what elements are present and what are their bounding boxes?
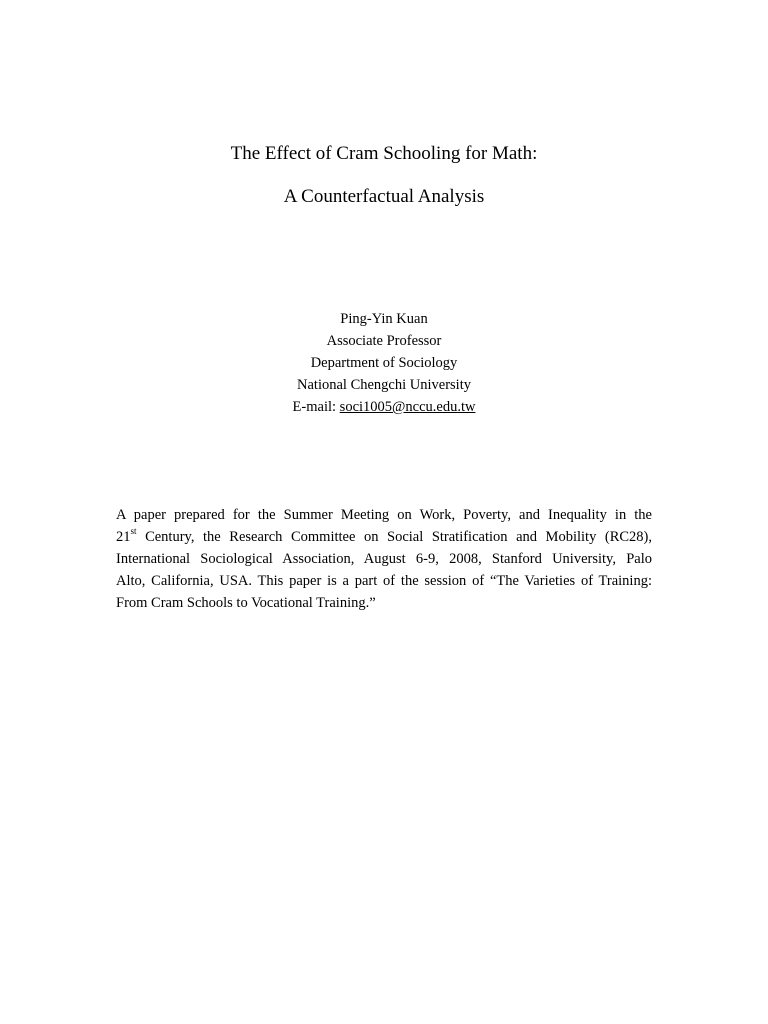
- note-line: [116, 526, 652, 548]
- century-number: 21: [116, 529, 131, 545]
- author-university: National Chengchi University: [297, 377, 471, 393]
- note-line: International Sociological Association, August 6-9, 2008, Stanford University, Palo: [116, 551, 652, 567]
- email-label: E-mail:: [292, 399, 340, 415]
- email-link[interactable]: soci1005@nccu.edu.tw: [339, 399, 476, 415]
- note-line-rest: Century, the Research Committee on Social Stratification and Mobility (RC28),: [136, 529, 652, 545]
- note-line: From Cram Schools to Vocational Training.”: [116, 595, 376, 611]
- author-info: [0, 308, 768, 418]
- paper-note: [116, 504, 652, 614]
- paper-subtitle: A Counterfactual Analysis: [283, 186, 485, 207]
- author-department: Department of Sociology: [310, 355, 458, 371]
- author-email-line: [0, 396, 768, 418]
- note-line: A paper prepared for the Summer Meeting on Work, Poverty, and Inequality in the: [116, 507, 652, 523]
- ordinal-superscript: st: [130, 526, 137, 537]
- note-line: Alto, California, USA. This paper is a part of the session of “The Varieties of Training:: [116, 573, 652, 589]
- paper-title: The Effect of Cram Schooling for Math:: [230, 143, 538, 164]
- author-position: Associate Professor: [326, 333, 442, 349]
- author-name: Ping-Yin Kuan: [340, 311, 428, 327]
